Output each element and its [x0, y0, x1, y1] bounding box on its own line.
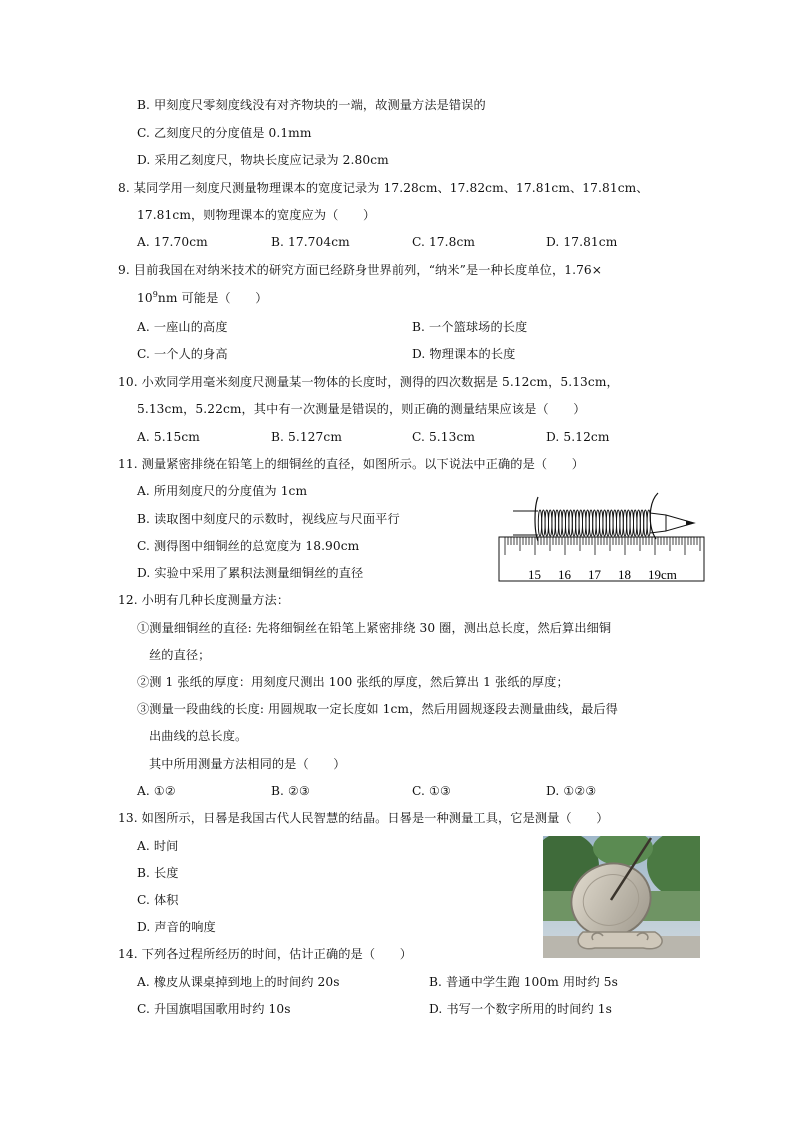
q9-power-base: 10 [137, 291, 153, 305]
wire-turn [555, 510, 558, 536]
q7-option-d: D. 采用乙刻度尺，物块长度应记录为 2.80cm [137, 153, 389, 167]
q12-method3-line1: ③测量一段曲线的长度: 用圆规取一定长度如 1cm，然后用圆规逐段去测量曲线，最后得 [137, 702, 618, 716]
wire-turn [640, 510, 643, 536]
q13-stem: 13. 如图所示，日晷是我国古代人民智慧的结晶。日晷是一种测量工具，它是测量（ ） [118, 811, 609, 825]
q8-option-c: C. 17.8cm [412, 235, 476, 249]
ruler-label-15: 15 [528, 567, 541, 582]
q13-option-a: A. 时间 [137, 839, 179, 853]
q12-option-c: C. ①③ [412, 784, 451, 798]
wire-turn [610, 510, 613, 536]
q10-option-c: C. 5.13cm [412, 430, 476, 444]
q12-method2: ②测 1 张纸的厚度：用刻度尺测出 100 张纸的厚度，然后算出 1 张纸的厚度； [137, 675, 569, 689]
wire-turn [627, 510, 630, 536]
q12-option-b: B. ②③ [271, 784, 311, 798]
q7-option-c: C. 乙刻度尺的分度值是 0.1mm [137, 126, 312, 140]
q11-option-a: A. 所用刻度尺的分度值为 1cm [137, 484, 308, 498]
q11-option-c: C. 测得图中细铜丝的总宽度为 18.90cm [137, 539, 360, 553]
wire-turn [542, 510, 545, 536]
q9-option-b: B. 一个篮球场的长度 [412, 320, 528, 334]
wire-turn [603, 510, 606, 536]
wire-turn [586, 510, 589, 536]
q8-option-a: A. 17.70cm [137, 235, 208, 249]
wire-turn [545, 510, 548, 536]
q7-option-b: B. 甲刻度尺零刻度线没有对齐物块的一端，故测量方法是错误的 [137, 98, 486, 112]
sundial-photo [543, 836, 700, 958]
q10-stem-line2: 5.13cm，5.22cm，其中有一次测量是错误的，则正确的测量结果应该是（ ） [137, 402, 586, 416]
wire-turn [538, 510, 541, 536]
q8-option-d: D. 17.81cm [546, 235, 618, 249]
q14-option-a: A. 橡皮从课桌掉到地上的时间约 20s [137, 975, 340, 989]
ruler-label-17: 17 [588, 567, 601, 582]
q13-option-b: B. 长度 [137, 866, 179, 880]
wire-turn [572, 510, 575, 536]
q9-option-a: A. 一座山的高度 [137, 320, 228, 334]
q8-stem-line2: 17.81cm，则物理课本的宽度应为（ ） [137, 208, 376, 222]
wire-turn [576, 510, 579, 536]
q8-stem-line1: 8. 某同学用一刻度尺测量物理课本的宽度记录为 17.28cm、17.82cm、17.81cm、17.81cm、 [118, 181, 649, 195]
wire-turn [559, 510, 562, 536]
wire-turn [600, 510, 603, 536]
q12-method1-line2: 丝的直径； [149, 648, 211, 662]
wire-turn [630, 510, 633, 536]
wire-turn [617, 510, 620, 536]
q9-option-d: D. 物理课本的长度 [412, 347, 516, 361]
wire-turn [606, 510, 609, 536]
wire-turn [552, 510, 555, 536]
wire-turn [593, 510, 596, 536]
q12-method1-line1: ①测量细铜丝的直径: 先将细铜丝在铅笔上紧密排绕 30 圈，测出总长度，然后算出细铜 [137, 621, 612, 635]
q9-option-c: C. 一个人的身高 [137, 347, 228, 361]
copper-wire-coil [538, 510, 650, 536]
wire-turn [613, 510, 616, 536]
q11-option-b: B. 读取图中刻度尺的示数时，视线应与尺面平行 [137, 512, 400, 526]
q10-option-b: B. 5.127cm [271, 430, 342, 444]
wire-turn [589, 510, 592, 536]
ruler-label-19cm: 19cm [648, 567, 677, 582]
q9-stem-rest: nm 可能是（ ） [157, 291, 268, 305]
ruler-label-16: 16 [558, 567, 571, 582]
q8-option-b: B. 17.704cm [271, 235, 350, 249]
wire-turn [562, 510, 565, 536]
pencil-wire-lead-left [535, 497, 538, 541]
pencil-edge-top-right [650, 513, 666, 515]
q14-option-c: C. 升国旗唱国歌用时约 10s [137, 1002, 291, 1016]
q11-stem: 11. 测量紧密排绕在铅笔上的细铜丝的直径，如图所示。以下说法中正确的是（ ） [118, 457, 585, 471]
wire-turn [579, 510, 582, 536]
q12-option-d: D. ①②③ [546, 784, 597, 798]
wire-turn [583, 510, 586, 536]
q9-power-exponent: 9 [152, 290, 158, 299]
wire-turn [549, 510, 552, 536]
q12-stem: 12. 小明有几种长度测量方法： [118, 593, 290, 607]
wire-turn [620, 510, 623, 536]
q13-option-d: D. 声音的响度 [137, 920, 216, 934]
wire-turn [566, 510, 569, 536]
wire-turn [637, 510, 640, 536]
wire-turn [623, 510, 626, 536]
q14-option-d: D. 书写一个数字所用的时间约 1s [429, 1002, 613, 1016]
q9-stem-line2 [137, 290, 268, 306]
q12-option-a: A. ①② [137, 784, 176, 798]
q12-ask: 其中所用测量方法相同的是（ ） [149, 757, 346, 771]
wire-turn [596, 510, 599, 536]
q10-stem-line1: 10. 小欢同学用毫米刻度尺测量某一物体的长度时，测得的四次数据是 5.12cm，5.13cm， [118, 375, 619, 389]
q10-option-a: A. 5.15cm [137, 430, 200, 444]
q14-stem: 14. 下列各过程所经历的时间，估计正确的是（ ） [118, 947, 412, 961]
wire-turn [569, 510, 572, 536]
sundial-base [578, 932, 662, 949]
ruler-label-18: 18 [618, 567, 631, 582]
q10-option-d: D. 5.12cm [546, 430, 610, 444]
q11-option-d: D. 实验中采用了累积法测量细铜丝的直径 [137, 566, 364, 580]
wire-turn [634, 510, 637, 536]
pencil-ruler-figure [498, 489, 706, 583]
q12-method3-line2: 出曲线的总长度。 [149, 729, 248, 743]
q13-option-c: C. 体积 [137, 893, 179, 907]
q9-stem-line1: 9. 目前我国在对纳米技术的研究方面已经跻身世界前列，“纳米”是一种长度单位，1.76× [118, 263, 603, 277]
wire-turn [644, 510, 647, 536]
q14-option-b: B. 普通中学生跑 100m 用时约 5s [429, 975, 618, 989]
